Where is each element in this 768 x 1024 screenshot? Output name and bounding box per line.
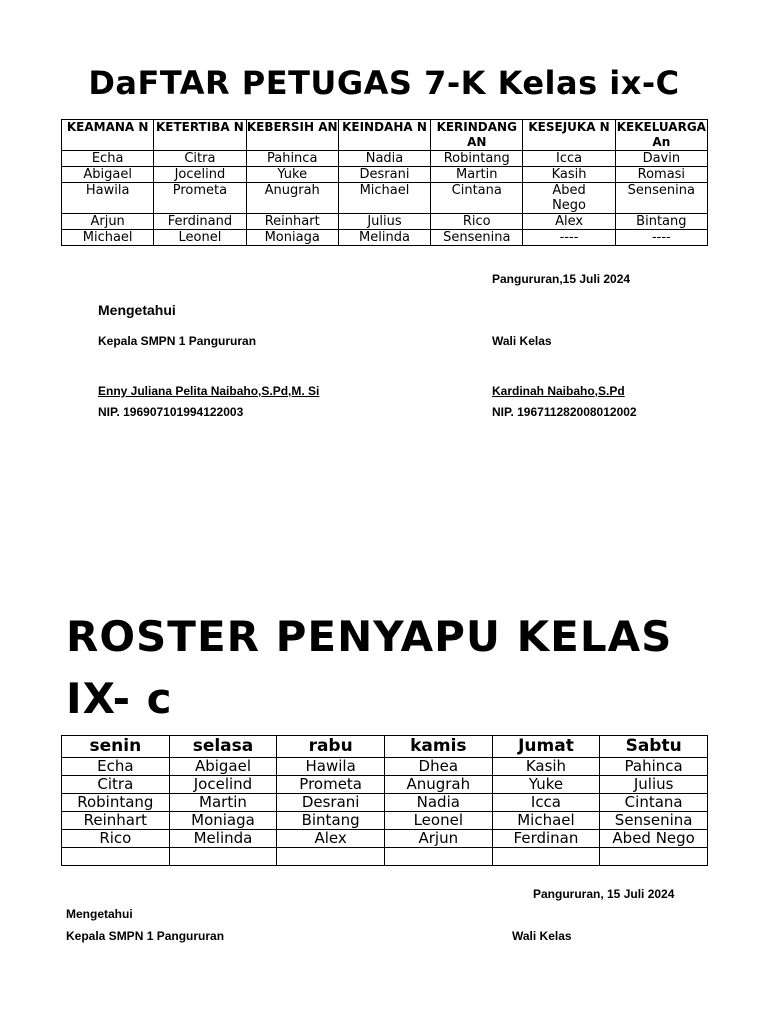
- table-cell: Anugrah: [384, 776, 492, 794]
- column-header: KETERTIBA N: [154, 120, 246, 151]
- column-header: KESEJUKA N: [523, 120, 615, 151]
- table-cell: Rico: [431, 214, 523, 230]
- table-cell: Icca: [492, 794, 600, 812]
- day-header: kamis: [384, 736, 492, 758]
- table-cell: [62, 848, 170, 866]
- table-row: [62, 758, 708, 776]
- table-cell: Arjun: [384, 830, 492, 848]
- table-cell: Melinda: [338, 230, 430, 246]
- table-cell: Echa: [62, 758, 170, 776]
- table-cell: Martin: [169, 794, 277, 812]
- table-cell: Ferdinan: [492, 830, 600, 848]
- table-cell: [492, 848, 600, 866]
- table-cell: Sensenina: [615, 183, 707, 214]
- table-cell: Yuke: [246, 167, 338, 183]
- table-cell: Sensenina: [600, 812, 708, 830]
- table-cell: Jocelind: [154, 167, 246, 183]
- table-cell: Kasih: [492, 758, 600, 776]
- roster-table: [61, 735, 708, 866]
- table-cell: [277, 848, 385, 866]
- roster-title: ROSTER PENYAPU KELAS IX- c: [66, 612, 673, 723]
- table-row: [62, 151, 708, 167]
- table-cell: Romasi: [615, 167, 707, 183]
- table-cell: Abigael: [169, 758, 277, 776]
- table-cell: Prometa: [154, 183, 246, 214]
- roster-header-row: [62, 736, 708, 758]
- day-header: senin: [62, 736, 170, 758]
- place-date: Pangururan,15 Juli 2024: [492, 272, 631, 286]
- table-cell: Abigael: [62, 167, 154, 183]
- table-cell: Desrani: [338, 167, 430, 183]
- table-row: [62, 812, 708, 830]
- roster-kepala-label: Kepala SMPN 1 Pangururan: [66, 929, 225, 943]
- petugas-table: [61, 119, 708, 246]
- table-row: [62, 776, 708, 794]
- table-cell: Moniaga: [169, 812, 277, 830]
- table-cell: Abed Nego: [523, 183, 615, 214]
- table-cell: Bintang: [615, 214, 707, 230]
- table-cell: Martin: [431, 167, 523, 183]
- column-header: KERINDANG AN: [431, 120, 523, 151]
- table-row: [62, 830, 708, 848]
- table-row: [62, 794, 708, 812]
- table-row: [62, 167, 708, 183]
- petugas-header-row: [62, 120, 708, 151]
- table-cell: Arjun: [62, 214, 154, 230]
- table-cell: ----: [523, 230, 615, 246]
- table-cell: [600, 848, 708, 866]
- roster-place-date: Pangururan, 15 Juli 2024: [533, 887, 675, 901]
- table-cell: Alex: [523, 214, 615, 230]
- day-header: Jumat: [492, 736, 600, 758]
- table-cell: Melinda: [169, 830, 277, 848]
- table-cell: Ferdinand: [154, 214, 246, 230]
- table-row: [62, 183, 708, 214]
- table-cell: Anugrah: [246, 183, 338, 214]
- table-cell: Michael: [338, 183, 430, 214]
- table-cell: Hawila: [62, 183, 154, 214]
- table-cell: Michael: [62, 230, 154, 246]
- table-cell: Pahinca: [246, 151, 338, 167]
- table-cell: Rico: [62, 830, 170, 848]
- kepala-nip: NIP. 196907101994122003: [98, 405, 244, 419]
- table-row: [62, 230, 708, 246]
- table-cell: Citra: [62, 776, 170, 794]
- table-cell: Citra: [154, 151, 246, 167]
- table-cell: Echa: [62, 151, 154, 167]
- day-header: Sabtu: [600, 736, 708, 758]
- table-cell: Robintang: [431, 151, 523, 167]
- table-cell: Reinhart: [246, 214, 338, 230]
- table-cell: Desrani: [277, 794, 385, 812]
- table-cell: ----: [615, 230, 707, 246]
- table-cell: [169, 848, 277, 866]
- table-cell: Hawila: [277, 758, 385, 776]
- table-cell: [384, 848, 492, 866]
- roster-wali-kelas-label: Wali Kelas: [512, 929, 572, 943]
- wali-name: Kardinah Naibaho,S.Pd: [492, 384, 625, 398]
- table-cell: Alex: [277, 830, 385, 848]
- table-cell: Cintana: [600, 794, 708, 812]
- table-cell: Moniaga: [246, 230, 338, 246]
- table-row: [62, 848, 708, 866]
- table-cell: Reinhart: [62, 812, 170, 830]
- kepala-name: Enny Juliana Pelita Naibaho,S.Pd,M. Si: [98, 384, 320, 398]
- table-cell: Bintang: [277, 812, 385, 830]
- table-cell: Robintang: [62, 794, 170, 812]
- mengetahui-label: Mengetahui: [98, 302, 176, 318]
- table-cell: Davin: [615, 151, 707, 167]
- table-row: [62, 214, 708, 230]
- table-cell: Sensenina: [431, 230, 523, 246]
- roster-mengetahui-label: Mengetahui: [66, 907, 133, 921]
- table-cell: Leonel: [154, 230, 246, 246]
- table-cell: Michael: [492, 812, 600, 830]
- column-header: KEAMANA N: [62, 120, 154, 151]
- table-cell: Julius: [600, 776, 708, 794]
- table-cell: Icca: [523, 151, 615, 167]
- wali-nip: NIP. 196711282008012002: [492, 405, 637, 419]
- table-cell: Abed Nego: [600, 830, 708, 848]
- table-cell: Nadia: [338, 151, 430, 167]
- table-cell: Pahinca: [600, 758, 708, 776]
- table-cell: Dhea: [384, 758, 492, 776]
- table-cell: Kasih: [523, 167, 615, 183]
- column-header: KEBERSIH AN: [246, 120, 338, 151]
- table-cell: Yuke: [492, 776, 600, 794]
- table-cell: Nadia: [384, 794, 492, 812]
- day-header: rabu: [277, 736, 385, 758]
- day-header: selasa: [169, 736, 277, 758]
- petugas-title: DaFTAR PETUGAS 7-K Kelas ix-C: [88, 64, 680, 102]
- column-header: KEKELUARGA An: [616, 120, 706, 149]
- table-cell: Cintana: [431, 183, 523, 214]
- table-cell: Leonel: [384, 812, 492, 830]
- table-cell: Julius: [338, 214, 430, 230]
- column-header: KEINDAHA N: [338, 120, 430, 151]
- kepala-label: Kepala SMPN 1 Pangururan: [98, 334, 257, 348]
- table-cell: Prometa: [277, 776, 385, 794]
- table-cell: Jocelind: [169, 776, 277, 794]
- wali-kelas-label: Wali Kelas: [492, 334, 552, 348]
